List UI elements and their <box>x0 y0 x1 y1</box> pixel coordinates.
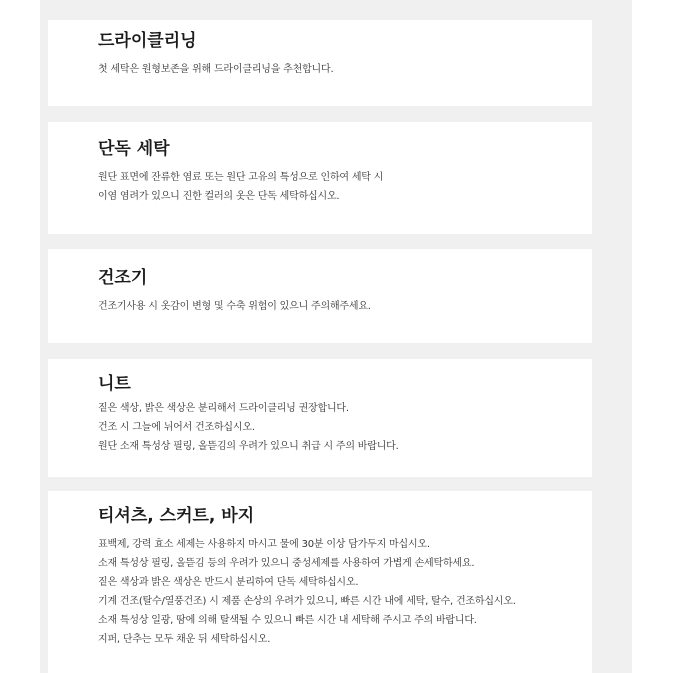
section-lines <box>98 168 592 206</box>
section-line: 기계 건조(탈수/열풍건조) 시 제품 손상의 우려가 있으니, 빠른 시간 내에 세탁, 탈수, 건조하십시오. <box>98 596 516 607</box>
section-title: 건조기 <box>98 268 148 288</box>
section-dry-cleaning <box>48 20 592 106</box>
section-line: 건조 시 그늘에 뉘어서 건조하십시오. <box>98 422 255 433</box>
section-single-wash <box>48 122 592 234</box>
section-line: 짙은 색상, 밝은 색상은 분리해서 드라이클리닝 권장합니다. <box>98 403 349 414</box>
section-line: 원단 표면에 잔류한 염료 또는 원단 고유의 특성으로 인하여 세탁 시 <box>98 172 384 183</box>
section-line: 소재 특성상 필링, 올뜯김 등의 우려가 있으니 중성세제를 사용하여 가볍게 손세탁하세요. <box>98 558 475 569</box>
section-line: 표백제, 강력 효소 세제는 사용하지 마시고 물에 30분 이상 담가두지 마십시오. <box>98 539 430 550</box>
section-title: 드라이클리닝 <box>98 31 197 51</box>
section-line: 원단 소재 특성상 필링, 올뜯김의 우려가 있으니 취급 시 주의 바랍니다. <box>98 441 399 452</box>
section-lines <box>98 535 592 649</box>
section-lines <box>98 297 592 316</box>
section-line: 짙은 색상과 밝은 색상은 반드시 분리하여 단독 세탁하십시오. <box>98 577 359 588</box>
section-line: 첫 세탁은 원형보존을 위해 드라이클리닝을 추천합니다. <box>98 64 334 75</box>
section-title: 티셔츠, 스커트, 바지 <box>98 506 255 526</box>
section-line: 건조기사용 시 옷감이 변형 및 수축 위험이 있으니 주의해주세요. <box>98 301 371 312</box>
section-title: 니트 <box>98 374 131 394</box>
section-line: 소재 특성상 일광, 땀에 의해 탈색될 수 있으니 빠른 시간 내 세탁해 주시고 주의 바랍니다. <box>98 615 477 626</box>
section-lines <box>98 399 592 456</box>
section-title: 단독 세탁 <box>98 139 170 159</box>
section-lines <box>98 60 592 79</box>
section-knit <box>48 359 592 477</box>
section-tshirt-skirt-pants <box>48 491 592 673</box>
section-line: 지퍼, 단추는 모두 채운 뒤 세탁하십시오. <box>98 634 271 645</box>
section-line: 이염 염려가 있으니 진한 컬러의 옷은 단독 세탁하십시오. <box>98 191 340 202</box>
section-dryer <box>48 249 592 343</box>
